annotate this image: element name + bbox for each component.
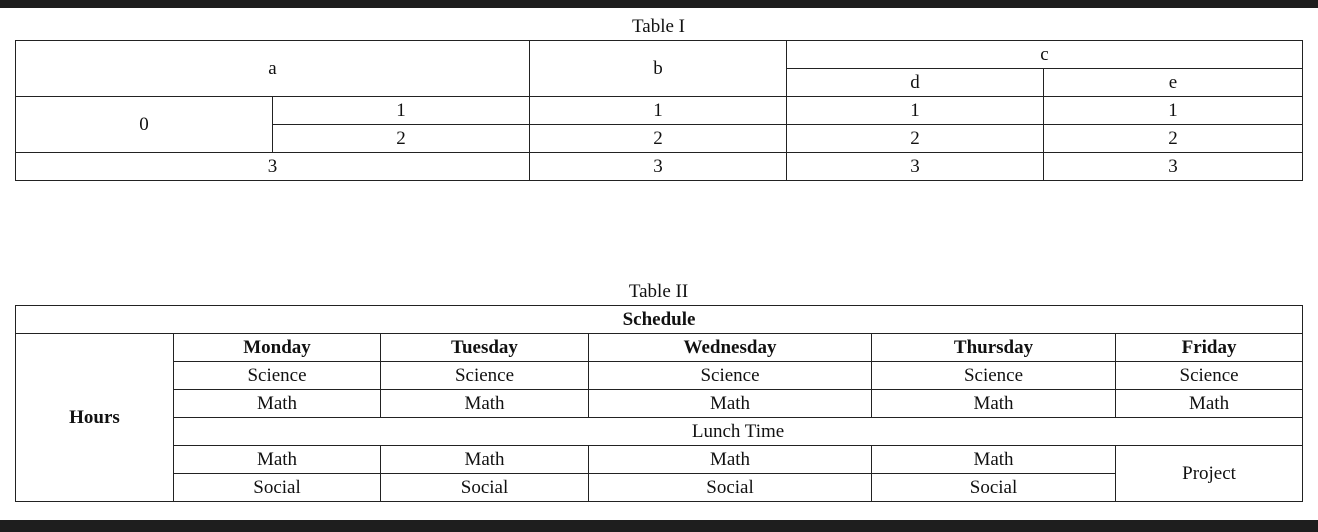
table1-caption: Table I	[631, 16, 685, 37]
cell: Social	[872, 474, 1116, 502]
lunch-time-cell: Lunch Time	[174, 418, 1303, 446]
cell: Math	[872, 446, 1116, 474]
project-cell: Project	[1116, 446, 1303, 502]
day-header-wednesday: Wednesday	[589, 334, 872, 362]
cell: Science	[381, 362, 589, 390]
header-c: c	[787, 41, 1303, 69]
cell: 2	[787, 125, 1044, 153]
cell: 2	[530, 125, 787, 153]
table-1	[15, 40, 1303, 181]
cell: Math	[381, 446, 589, 474]
cell: Math	[589, 390, 872, 418]
cell: 2	[273, 125, 530, 153]
day-header-friday: Friday	[1116, 334, 1303, 362]
cell: 1	[530, 97, 787, 125]
table-row	[16, 306, 1303, 334]
cell-a-span: 0	[16, 97, 273, 153]
cell: 3	[16, 153, 530, 181]
cell: Science	[872, 362, 1116, 390]
cell: Math	[174, 446, 381, 474]
cell: Math	[872, 390, 1116, 418]
table-row	[16, 418, 1303, 446]
table-row	[16, 474, 1303, 502]
cell: Social	[381, 474, 589, 502]
hours-header: Hours	[16, 334, 174, 502]
table-row	[16, 334, 1303, 362]
cell: Science	[1116, 362, 1303, 390]
cell: Science	[174, 362, 381, 390]
header-d: d	[787, 69, 1044, 97]
table-row	[16, 446, 1303, 474]
day-header-monday: Monday	[174, 334, 381, 362]
day-header-tuesday: Tuesday	[381, 334, 589, 362]
cell: Math	[589, 446, 872, 474]
cell: 1	[273, 97, 530, 125]
table-row	[16, 41, 1303, 69]
cell: Science	[589, 362, 872, 390]
table-row	[16, 97, 1303, 125]
schedule-title: Schedule	[16, 306, 1303, 334]
header-a: a	[16, 41, 530, 97]
table2-caption: Table II	[628, 281, 689, 302]
table-row	[16, 362, 1303, 390]
cell: Social	[174, 474, 381, 502]
cell: Math	[381, 390, 589, 418]
table-row	[16, 153, 1303, 181]
cell: 3	[530, 153, 787, 181]
cell: 1	[1044, 97, 1303, 125]
cell: Social	[589, 474, 872, 502]
cell: Math	[174, 390, 381, 418]
table-2	[15, 305, 1303, 502]
table-row	[16, 390, 1303, 418]
cell: Math	[1116, 390, 1303, 418]
cell: 2	[1044, 125, 1303, 153]
day-header-thursday: Thursday	[872, 334, 1116, 362]
document-page	[0, 8, 1318, 520]
header-e: e	[1044, 69, 1303, 97]
cell: 1	[787, 97, 1044, 125]
cell: 3	[787, 153, 1044, 181]
cell: 3	[1044, 153, 1303, 181]
header-b: b	[530, 41, 787, 97]
